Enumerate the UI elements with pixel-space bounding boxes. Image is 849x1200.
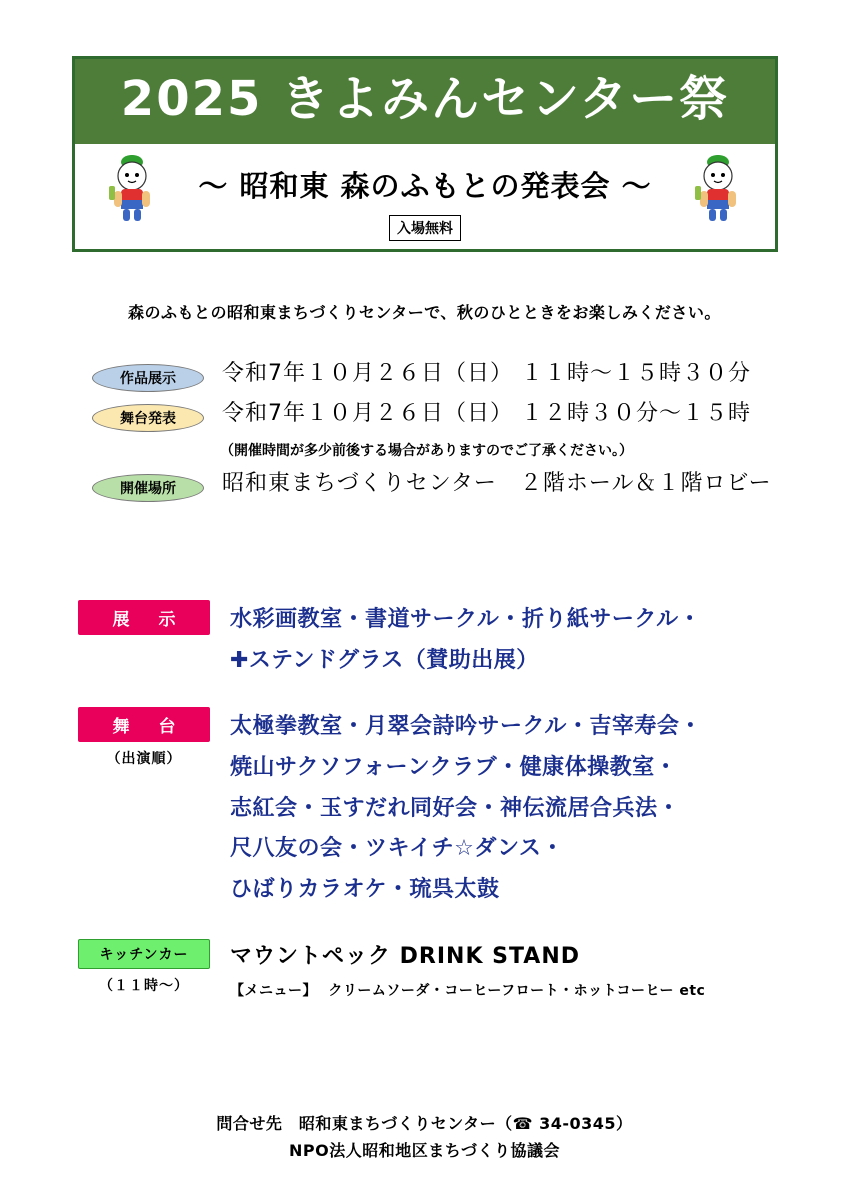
program-line: 焼山サクソフォーンクラブ・健康体操教室・ [230,755,678,781]
program-tag-column-kitchen [78,939,210,995]
kitchen-car-menu [230,980,705,1000]
program-tag-stage-note: （出演順） [106,751,182,768]
kitchen-car-name: マウントペック DRINK STAND [230,943,581,969]
program-tag-exhibit: 展 示 [78,600,210,635]
info-label-exhibit: 作品展示 [92,364,204,392]
program-tag-kitchen-note: （１１時〜） [99,977,189,994]
info-value-exhibit: 令和7年１０月２６日（日） １１時〜１５時３０分 [222,361,751,386]
program-list-stage [230,707,702,910]
info-row-venue [92,470,792,502]
program-tag-column-exhibit [78,600,210,635]
contact-line-org: NPO法人昭和地区まちづくり協議会 [288,1140,561,1160]
info-label-venue: 開催場所 [92,474,204,502]
subtitle-band [75,144,775,249]
contact-line-center: 問合せ先 昭和東まちづくりセンター（☎ 34-0345） [216,1113,633,1133]
program-line: 尺八友の会・ツキイチ☆ダンス・ [230,836,564,862]
page-title: 2025 きよみんセンター祭 [120,71,730,127]
program-tag-kitchen-car: キッチンカー [78,939,210,969]
mascot-character-left-icon [101,152,163,226]
poster-subtitle: 〜 昭和東 森のふもとの発表会 〜 [198,168,652,203]
program-line: 太極拳教室・月翠会詩吟サークル・吉宰寿会・ [230,714,702,740]
lead-paragraph: 森のふもとの昭和東まちづくりセンターで、秋のひとときをお楽しみください。 [128,303,721,322]
program-section-exhibit [78,600,818,681]
program-tag-stage: 舞 台 [78,707,210,742]
event-info-block [92,360,792,510]
program-section-kitchen-car [78,939,818,1000]
program-tag-column-stage [78,707,210,768]
info-value-venue: 昭和東まちづくりセンター ２階ホール＆１階ロビー [222,471,772,496]
info-time-note: （開催時間が多少前後する場合がありますのでご了承ください。） [220,443,633,459]
program-block [78,600,818,1026]
program-line: ✚ステンドグラス（賛助出展） [230,647,539,673]
contact-footer [0,1110,849,1164]
free-admission-badge: 入場無料 [389,215,461,241]
program-line: ひばりカラオケ・琉呉太鼓 [230,877,500,903]
info-value-stage: 令和7年１０月２６日（日） １２時３０分〜１５時 [222,401,751,426]
mascot-character-right-icon [687,152,749,226]
program-line: 志紅会・玉すだれ同好会・神伝流居合兵法・ [230,795,681,821]
program-line: 水彩画教室・書道サークル・折り紙サークル・ [230,607,702,632]
info-row-stage-time [92,400,792,432]
poster-header [72,56,778,252]
info-row-exhibit-time [92,360,792,392]
kitchen-car-menu-items: クリームソーダ・コーヒーフロート・ホットコーヒー etc [328,982,706,999]
program-section-stage [78,707,818,910]
info-label-stage: 舞台発表 [92,404,204,432]
kitchen-car-menu-label: 【メニュー】 [230,982,317,999]
kitchen-car-details [210,939,705,1000]
program-list-exhibit [230,600,701,681]
title-band [75,59,775,144]
